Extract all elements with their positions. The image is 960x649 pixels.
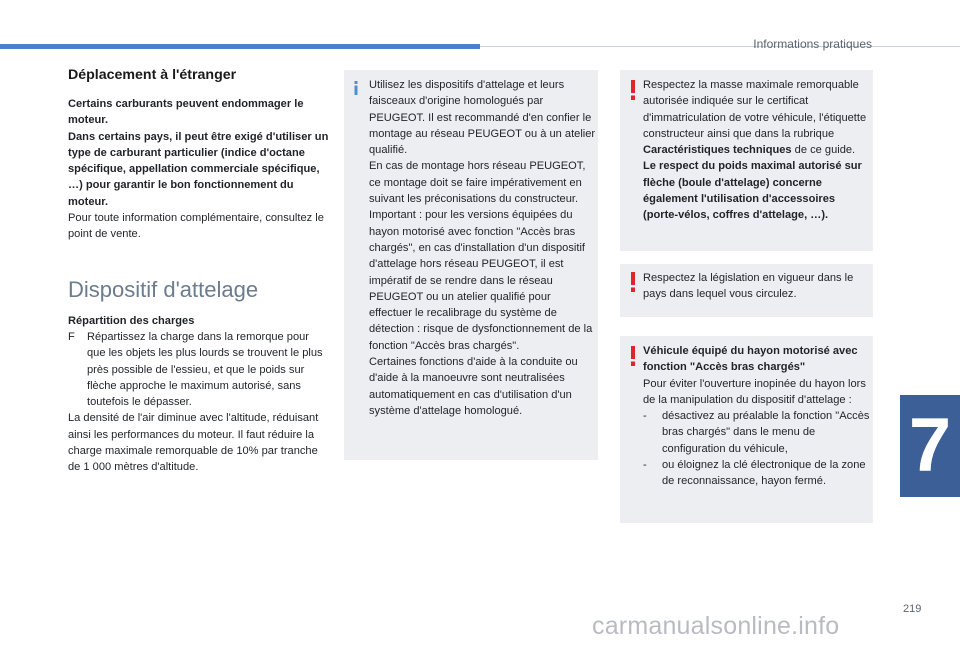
towing-device-heading: Dispositif d'attelage <box>68 276 259 302</box>
load-distribution-heading: Répartition des charges <box>68 314 195 327</box>
warning-box-law <box>620 264 873 317</box>
dash-marker: - <box>643 459 647 472</box>
left-column <box>68 66 330 476</box>
weight-text-a: Respectez la masse maximale remorquable autorisée indiquée sur le certificat d'immatriculation de votre véhicule, l'étiquette constructeur ainsi que dans la rubrique <box>643 79 867 140</box>
list-item <box>643 408 871 457</box>
fuel-warning-text: Certains carburants peuvent endommager le moteur. Dans certains pays, il peut être exigé d'utiliser un type de carburant particulier (indice d'octane spécifique, appellation commerciale spécifique, …) pour garantir le bon fonctionnement du moteur. <box>68 98 329 208</box>
air-density-text: La densité de l'air diminue avec l'altitude, réduisant ainsi les performances du moteur. Il faut réduire la charge maximale remorquable de 10% par tranche de 1 000 mètres d'altitude. <box>68 412 319 474</box>
warning-icon <box>629 80 637 100</box>
list-item-text: désactivez au préalable la fonction "Accès bras chargés" dans le menu de configuration du véhicule, <box>662 410 870 455</box>
tailgate-title: Véhicule équipé du hayon motorisé avec fonction "Accès bras chargés" <box>643 345 858 374</box>
load-bullet-text: Répartissez la charge dans la remorque pour que les objets les plus lourds se trouvent le plus près possible de l'essieu, et que le poids sur flèche approche le maximum autorisé, sans toutefois le dépasser. <box>87 330 323 409</box>
weight-text-c: de ce guide. <box>791 144 856 157</box>
dash-marker: - <box>643 410 647 423</box>
watermark: carmanualsonline.info <box>592 612 840 640</box>
info-box <box>344 70 598 460</box>
header-accent-bar <box>0 44 480 49</box>
header-rule <box>480 46 960 47</box>
info-icon <box>352 81 360 95</box>
page-number: 219 <box>903 603 922 615</box>
bullet-marker-icon: F <box>68 330 75 343</box>
warning-box-tailgate <box>620 336 873 523</box>
warning-icon <box>629 346 637 366</box>
tailgate-list <box>643 408 871 489</box>
info-text: Pour toute information complémentaire, consultez le point de vente. <box>68 212 324 241</box>
travel-abroad-heading: Déplacement à l'étranger <box>68 67 237 83</box>
weight-text-b: Caractéristiques techniques <box>643 144 792 157</box>
weight-text-bold: Le respect du poids maximal autorisé sur flèche (boule d'attelage) concerne également l'utilisation d'accessoires (porte-vélos, coffres d'attelage, …). <box>643 160 862 222</box>
load-bullet <box>68 329 330 410</box>
chapter-tab: 7 <box>900 395 960 497</box>
list-item <box>643 457 871 490</box>
list-item-text: ou éloignez la clé électronique de la zone de reconnaissance, hayon fermé. <box>662 459 866 488</box>
warning-box-tailgate-text <box>643 343 871 490</box>
info-box-text: Utilisez les dispositifs d'attelage et leurs faisceaux d'origine homologués par PEUGEOT. Il est recommandé d'en confier le montage au réseau PEUGEOT ou à un atelier qualifié. En cas de montage hors réseau PEUGEOT, ce montage doit se faire impérativement en suivant les préconisations du constructeur. Important : pour les versions équipées du hayon motorisé avec fonction "Accès bras chargés", en cas d'installation d'un dispositif d'attelage hors réseau PEUGEOT, il est impératif de se rendre dans le réseau PEUGEOT ou un atelier qualifié pour effectuer le recalibrage du système de détection : risque de dysfonctionnement de la fonction "Accès bras chargés". Certaines fonctions d'aide à la conduite ou d'aide à la manoeuvre sont neutralisées automatiquement en cas d'utilisation d'un système d'attelage homologué. <box>369 79 596 417</box>
warning-box-law-text: Respectez la législation en vigueur dans le pays dans lequel vous circulez. <box>643 272 854 301</box>
tailgate-intro: Pour éviter l'ouverture inopinée du hayon lors de la manipulation du dispositif d'attelage : <box>643 377 866 406</box>
warning-icon <box>629 272 637 292</box>
warning-box-weight <box>620 70 873 251</box>
warning-box-weight-text <box>643 77 871 224</box>
section-title: Informations pratiques <box>753 37 872 51</box>
